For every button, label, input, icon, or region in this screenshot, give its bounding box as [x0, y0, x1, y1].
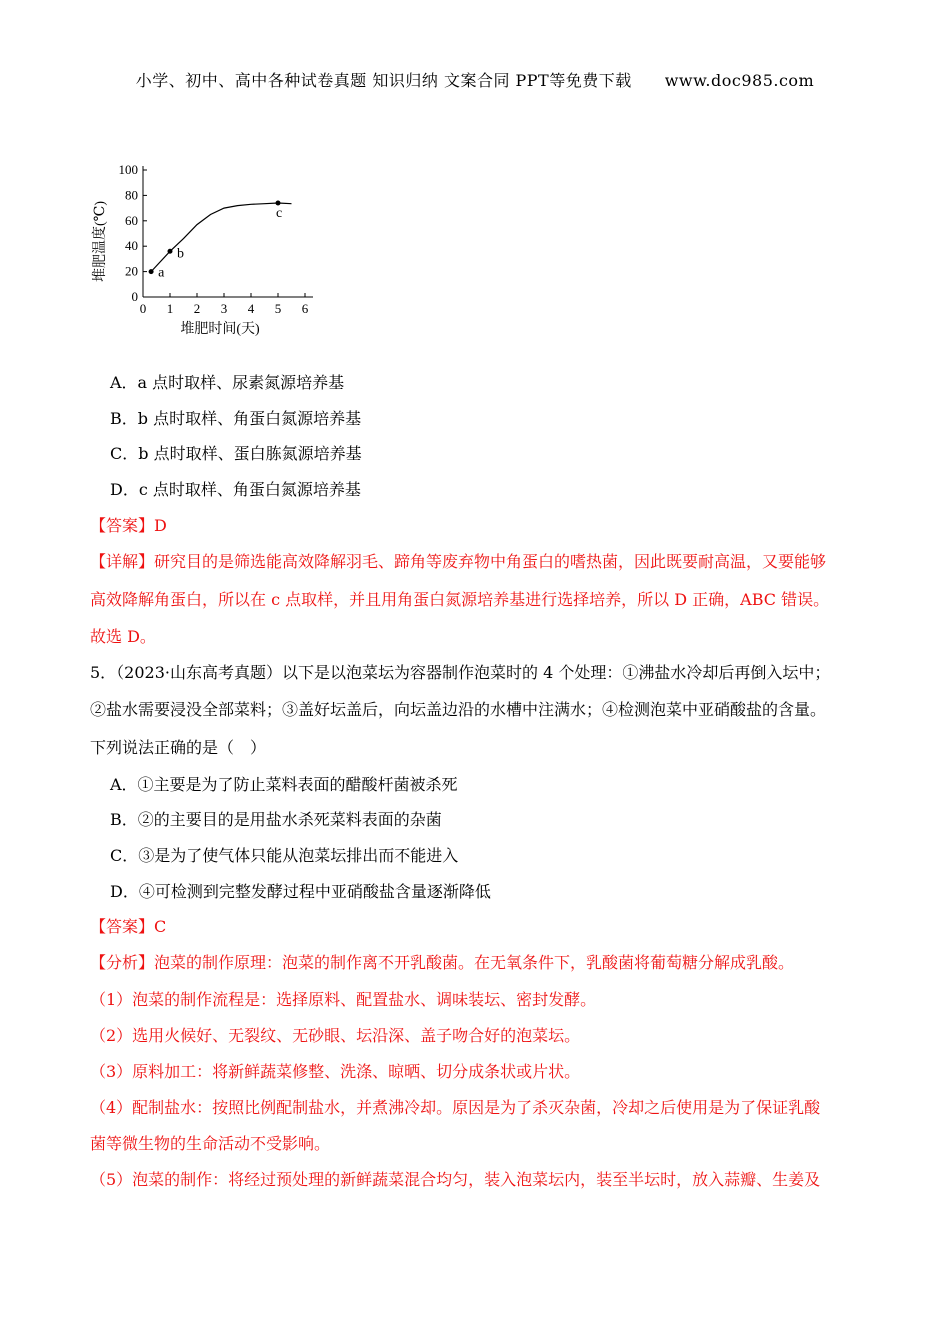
point-c: [276, 201, 281, 206]
y-tick-label: 40: [125, 238, 138, 254]
q4-option-a: A．a 点时取样、尿素氮源培养基: [110, 373, 345, 392]
y-tick-label: 60: [125, 212, 138, 228]
q5-analysis-line-6: 菌等微生物的生命活动不受影响。: [90, 1134, 331, 1153]
x-tick-label: 0: [139, 301, 147, 316]
q5-option-c: C．③是为了使气体只能从泡菜坛排出而不能进入: [110, 846, 459, 865]
x-tick-label: 5: [274, 301, 282, 316]
point-label-a: a: [158, 265, 165, 281]
temperature-chart: [86, 158, 326, 340]
q5-answer: 【答案】C: [90, 917, 167, 936]
q5-option-d: D．④可检测到完整发酵过程中亚硝酸盐含量逐渐降低: [110, 882, 491, 901]
q5-option-b: B．②的主要目的是用盐水杀死菜料表面的杂菌: [110, 810, 442, 829]
y-tick-label: 80: [125, 187, 138, 203]
point-a: [149, 269, 154, 274]
q4-detail-line-1: 【详解】研究目的是筛选能高效降解羽毛、蹄角等废弃物中角蛋白的嗜热菌，因此既要耐高温，又要能够: [90, 552, 827, 571]
q5-option-a: A．①主要是为了防止菜料表面的醋酸杆菌被杀死: [110, 775, 458, 794]
point-label-c: c: [276, 206, 283, 222]
y-axis-label: 堆肥温度(℃): [93, 201, 108, 282]
x-tick-label: 4: [247, 301, 255, 316]
q5-analysis-line-1: 【分析】泡菜的制作原理：泡菜的制作离不开乳酸菌。在无氧条件下，乳酸菌将葡萄糖分解成乳酸。: [90, 953, 795, 972]
y-tick-label: 0: [131, 289, 138, 304]
point-label-b: b: [177, 246, 184, 262]
q5-stem-line-2: ②盐水需要浸没全部菜料；③盖好坛盖后，向坛盖边沿的水槽中注满水；④检测泡菜中亚硝酸盐的含量。: [90, 700, 827, 719]
y-tick-label: 100: [118, 162, 138, 177]
temperature-curve: [151, 203, 291, 272]
q4-option-c: C．b 点时取样、蛋白胨氮源培养基: [110, 444, 362, 463]
q5-analysis-line-7: （5）泡菜的制作：将经过预处理的新鲜蔬菜混合均匀，装入泡菜坛内，装至半坛时，放入蒜瓣、生姜及: [90, 1170, 821, 1189]
page-header: 小学、初中、高中各种试卷真题 知识归纳 文案合同 PPT等免费下载 www.doc985.com: [135, 71, 815, 90]
x-axis-label: 堆肥时间(天): [180, 322, 260, 337]
x-tick-label: 3: [220, 301, 228, 316]
q4-option-d: D．c 点时取样、角蛋白氮源培养基: [110, 480, 361, 499]
x-tick-label: 1: [166, 301, 174, 316]
q5-analysis-line-3: （2）选用火候好、无裂纹、无砂眼、坛沿深、盖子吻合好的泡菜坛。: [90, 1026, 581, 1045]
q4-detail-line-3: 故选 D。: [90, 627, 156, 646]
q4-detail-line-2: 高效降解角蛋白，所以在 c 点取样，并且用角蛋白氮源培养基进行选择培养，所以 D 正确，ABC 错误。: [90, 590, 830, 609]
q4-answer: 【答案】D: [90, 516, 167, 535]
q5-analysis-line-4: （3）原料加工：将新鲜蔬菜修整、洗涤、晾晒、切分成条状或片状。: [90, 1062, 581, 1081]
q5-stem-line-1: 5．（2023·山东高考真题）以下是以泡菜坛为容器制作泡菜时的 4 个处理：①沸盐水冷却后再倒入坛中；: [90, 663, 831, 682]
q4-option-b: B．b 点时取样、角蛋白氮源培养基: [110, 409, 362, 428]
x-tick-label: 6: [301, 301, 309, 316]
q5-stem-line-3: 下列说法正确的是（ ）: [90, 738, 267, 757]
x-tick-label: 2: [193, 301, 201, 316]
q5-analysis-line-2: （1）泡菜的制作流程是：选择原料、配置盐水、调味装坛、密封发酵。: [90, 990, 597, 1009]
q5-analysis-line-5: （4）配制盐水：按照比例配制盐水，并煮沸冷却。原因是为了杀灭杂菌，冷却之后使用是为了保证乳酸: [90, 1098, 821, 1117]
point-b: [168, 249, 173, 254]
y-tick-label: 20: [125, 263, 138, 279]
